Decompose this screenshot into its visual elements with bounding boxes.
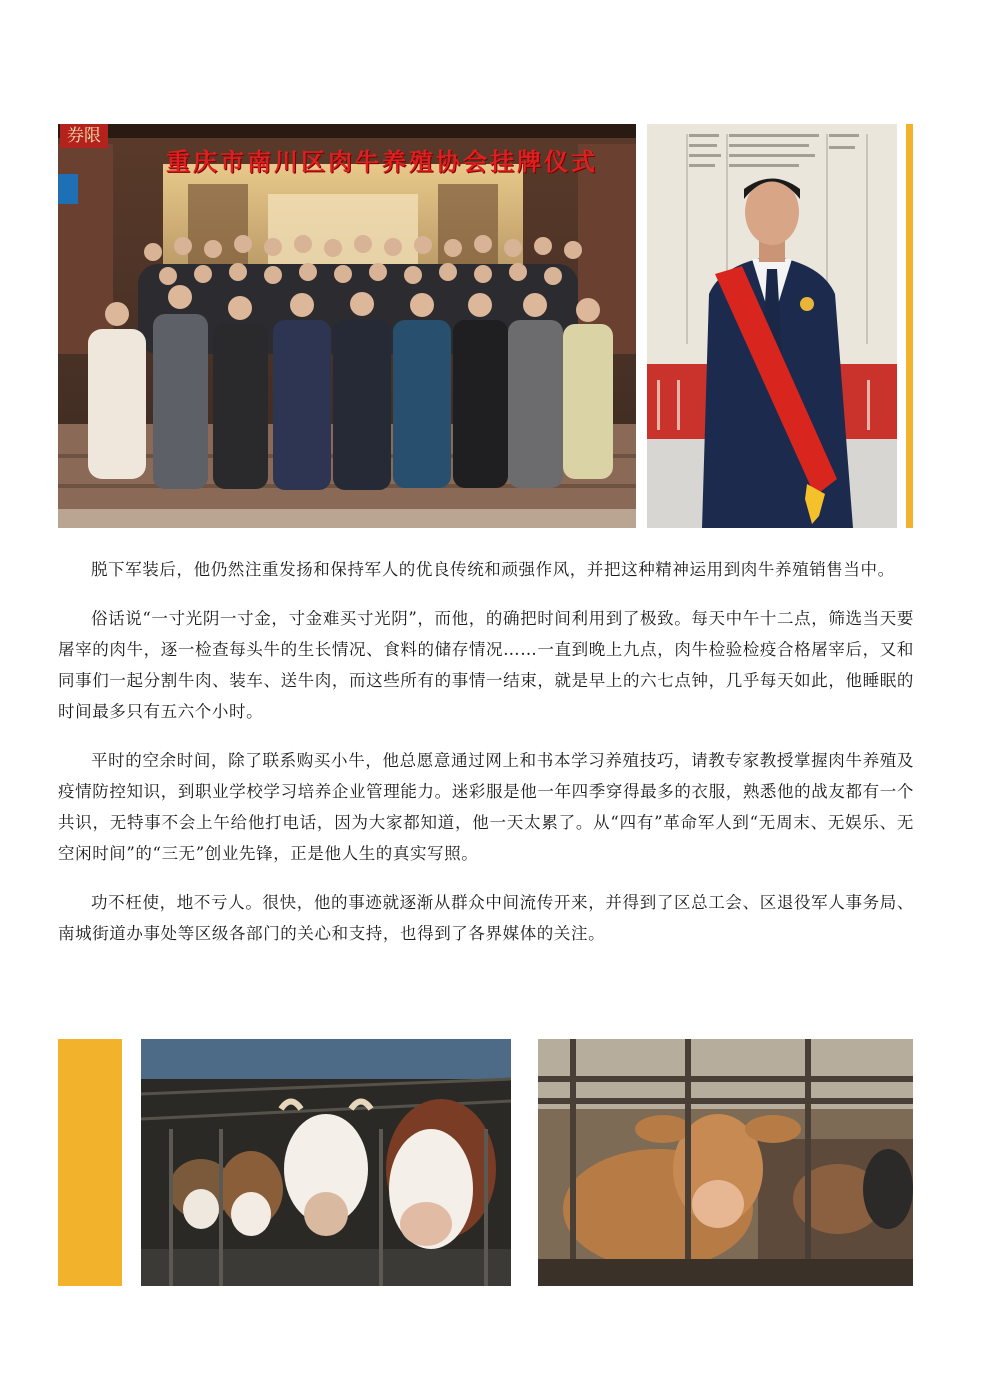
accent-block-left <box>58 1039 122 1286</box>
shop-sign-text: 券限 <box>60 124 108 148</box>
article-paragraph: 脱下军装后，他仍然注重发扬和保持军人的优良传统和顽强作风，并把这种精神运用到肉牛养殖销售当中。 <box>91 560 895 579</box>
article-paragraph: 俗话说“一寸光阴一寸金，寸金难买寸光阴”，而他，的确把时间利用到了极致。每天中午十二点，筛选当天要屠宰的肉牛，逐一检查每头牛的生长情况、食料的储存情况……一直到晚上九点，肉牛检验检疫合格屠宰后，又和同事们一起分割牛肉、装车、送牛肉，而这些所有的事情一结束，就是早上的六七点钟，几乎每天如此，他睡眠的时间最多只有五六个小时。 <box>58 609 914 721</box>
model-worker-portrait <box>647 124 897 528</box>
portrait-scene <box>647 124 897 528</box>
cattle-scene-2 <box>538 1039 913 1286</box>
cattle-scene-1 <box>141 1039 511 1286</box>
article-paragraph: 功不枉使，地不亏人。很快，他的事迹就逐渐从群众中间流传开来，并得到了区总工会、区退役军人事务局、南城街道办事处等区级各部门的关心和支持，也得到了各界媒体的关注。 <box>58 893 914 943</box>
group-photo-scene <box>58 124 636 528</box>
calf-behind-fence-photo <box>538 1039 913 1286</box>
ceremony-banner: 重庆市南川区肉牛养殖协会挂牌仪式 <box>166 147 598 176</box>
accent-bar-right <box>906 124 913 528</box>
cattle-in-pen-photo <box>141 1039 511 1286</box>
article-body <box>58 554 914 967</box>
article-paragraph: 平时的空余时间，除了联系购买小牛，他总愿意通过网上和书本学习养殖技巧，请教专家教授掌握肉牛养殖及疫情防控知识，到职业学校学习培养企业管理能力。迷彩服是他一年四季穿得最多的衣服，熟悉他的战友都有一个共识，无特事不会上午给他打电话，因为大家都知道，他一天太累了。从“四有”革命军人到“无周末、无娱乐、无空闲时间”的“三无”创业先锋，正是他人生的真实写照。 <box>58 751 914 863</box>
group-ceremony-photo <box>58 124 636 528</box>
